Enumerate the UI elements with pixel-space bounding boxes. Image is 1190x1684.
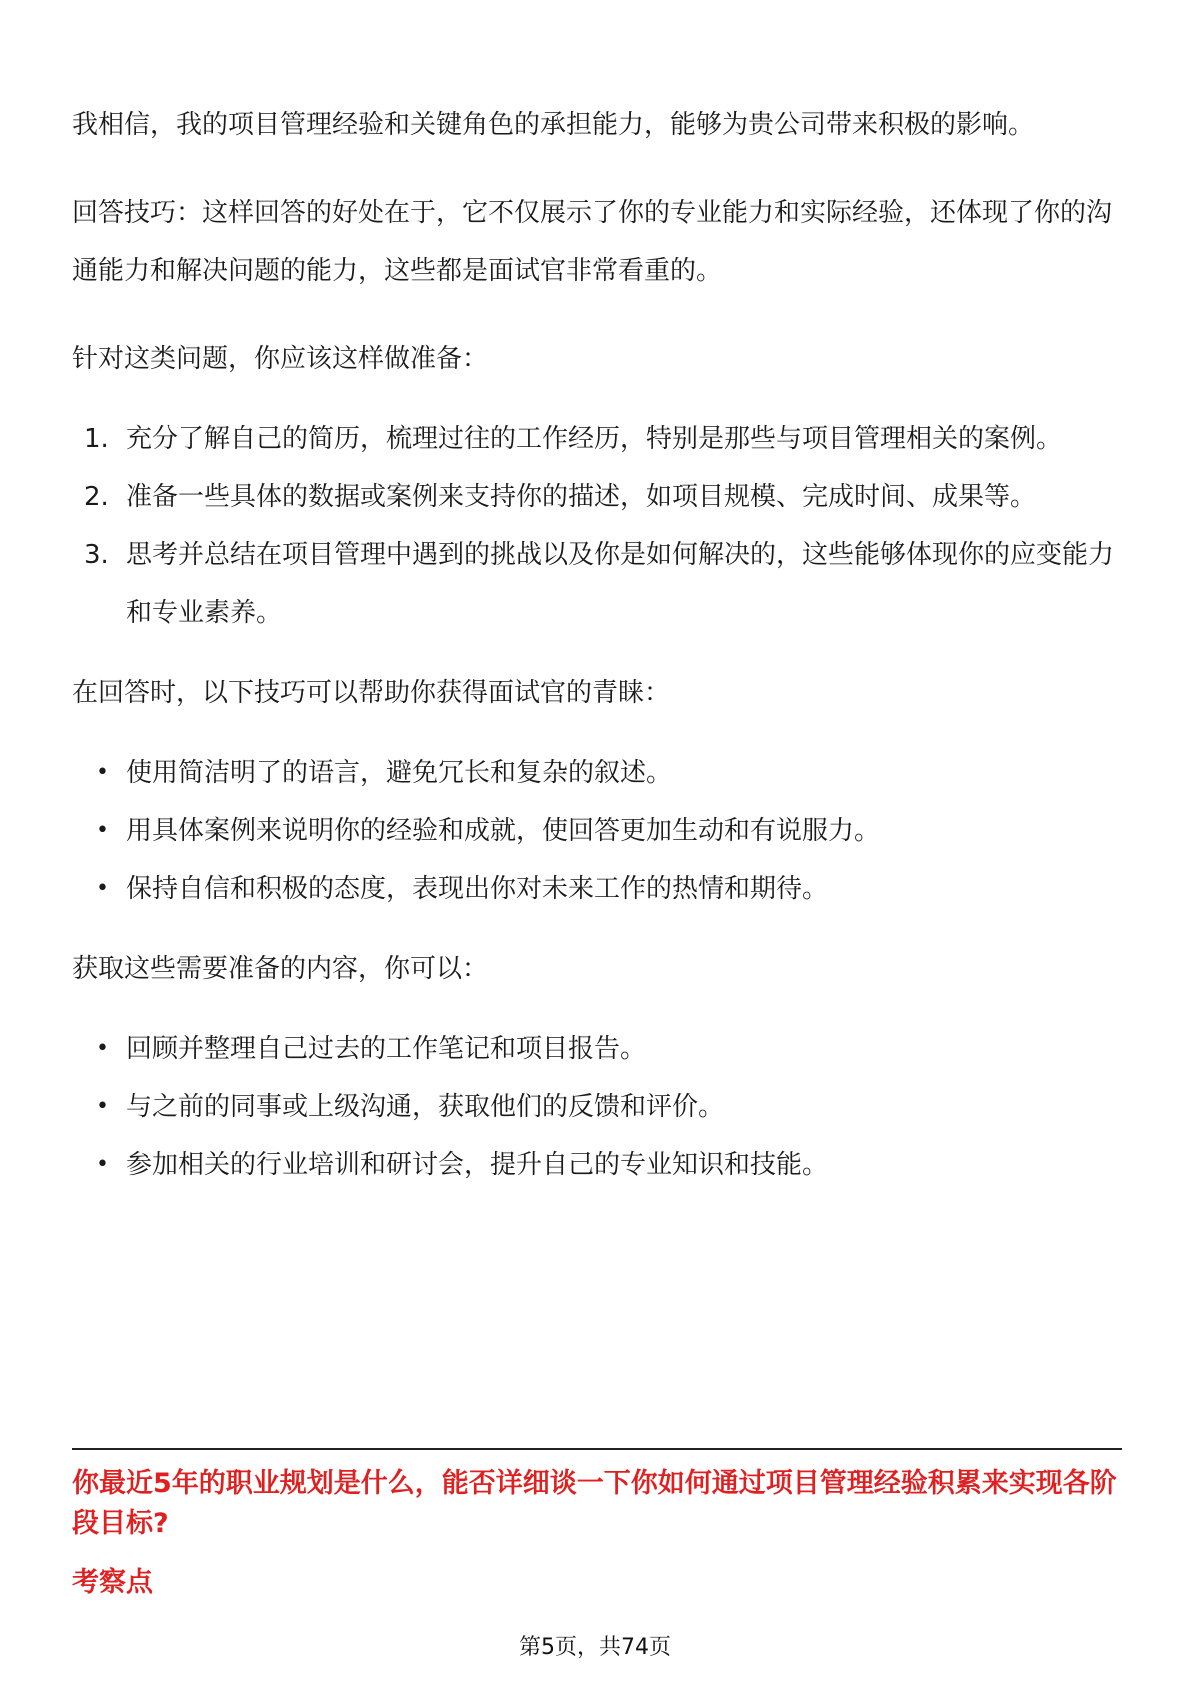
list-item [72, 1020, 1122, 1078]
list-item [72, 802, 1122, 860]
bullet-icon: • [96, 1036, 109, 1061]
bullet-icon: • [96, 760, 109, 785]
paragraph-tips-intro: 在回答时，以下技巧可以帮助你获得面试官的青睐： [72, 678, 671, 708]
list-marker: 3. [84, 540, 109, 570]
list-item-text: 准备一些具体的数据或案例来支持你的描述，如项目规模、完成时间、成果等。 [126, 482, 1037, 512]
list-item [72, 744, 1122, 802]
list-item [72, 526, 1122, 642]
paragraph-prep-intro: 针对这类问题，你应该这样做准备： [72, 344, 489, 374]
list-item-text: 思考并总结在项目管理中遇到的挑战以及你是如何解决的，这些能够体现你的应变能力和专业素养。 [126, 540, 1115, 628]
list-item-text: 回顾并整理自己过去的工作笔记和项目报告。 [126, 1034, 647, 1064]
paragraph-conclusion: 我相信，我的项目管理经验和关键角色的承担能力，能够为贵公司带来积极的影响。 [72, 110, 1035, 140]
question-heading: 你最近5年的职业规划是什么，能否详细谈一下你如何通过项目管理经验积累来实现各阶段目标? [72, 1468, 1117, 1539]
section-divider [72, 1448, 1122, 1450]
list-marker: 2. [84, 482, 109, 512]
list-item [72, 410, 1122, 468]
bullet-icon: • [96, 1094, 109, 1119]
list-item-text: 保持自信和积极的态度，表现出你对未来工作的热情和期待。 [126, 874, 829, 904]
list-item [72, 1136, 1122, 1194]
main-content [72, 96, 1122, 1194]
section-subheading: 考察点 [72, 1567, 153, 1598]
list-item [72, 1078, 1122, 1136]
bullet-icon: • [96, 818, 109, 843]
list-item-text: 参加相关的行业培训和研讨会，提升自己的专业知识和技能。 [126, 1150, 829, 1180]
paragraph-gather-intro: 获取这些需要准备的内容，你可以： [72, 954, 489, 984]
paragraph-answer-tips: 回答技巧：这样回答的好处在于，它不仅展示了你的专业能力和实际经验，还体现了你的沟通能力和解决问题的能力，这些都是面试官非常看重的。 [72, 198, 1113, 286]
tips-list [72, 744, 1122, 918]
list-item-text: 充分了解自己的简历，梳理过往的工作经历，特别是那些与项目管理相关的案例。 [126, 424, 1063, 454]
list-item-text: 使用简洁明了的语言，避免冗长和复杂的叙述。 [126, 758, 673, 788]
list-item [72, 860, 1122, 918]
gather-list [72, 1020, 1122, 1194]
list-item-text: 与之前的同事或上级沟通，获取他们的反馈和评价。 [126, 1092, 725, 1122]
prep-list [72, 410, 1122, 642]
list-item-text: 用具体案例来说明你的经验和成就，使回答更加生动和有说服力。 [126, 816, 881, 846]
bullet-icon: • [96, 1152, 109, 1177]
page-number: 第5页，共74页 [519, 1635, 671, 1660]
list-marker: 1. [84, 424, 109, 454]
list-item [72, 468, 1122, 526]
bullet-icon: • [96, 876, 109, 901]
